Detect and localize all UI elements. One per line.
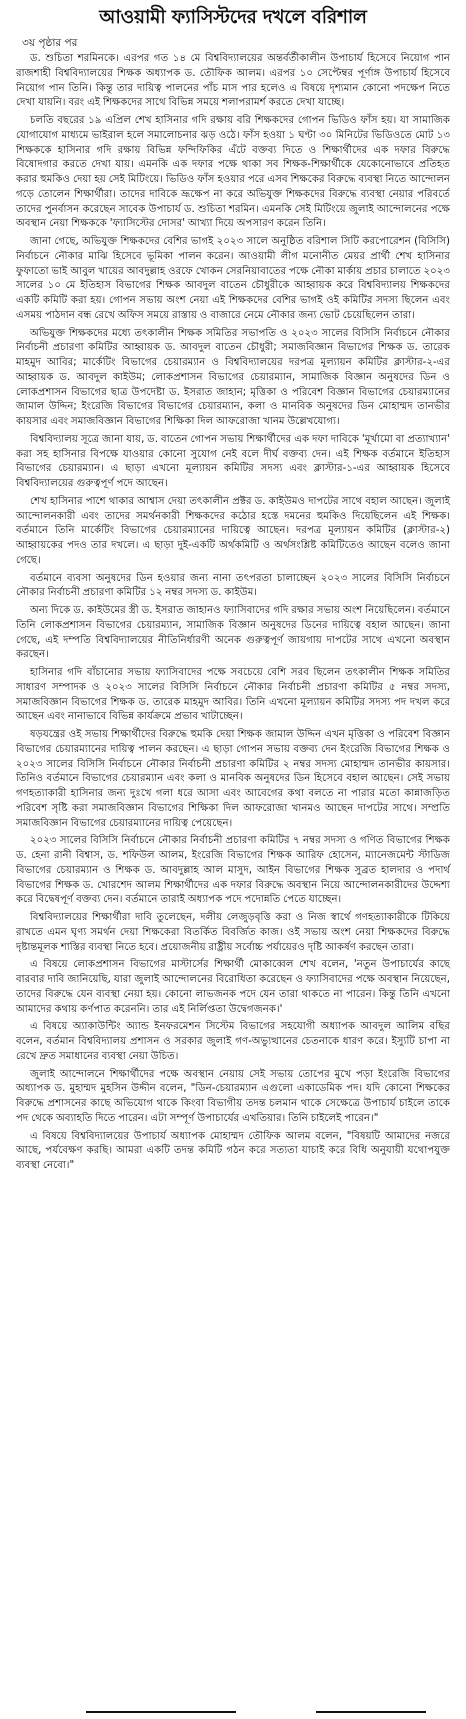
article-paragraph: এ বিষয়ে বিশ্ববিদ্যালয়ের উপাচার্য অধ্যাপক মোহাম্মদ তৌফিক আলম বলেন, "বিষয়টি আমাদের নজরে আছে, পর্যবেক্ষণ করছি। আমরা একটি তদন্ত কমিটি গঠন করে সত্যতা যাচাই করে বিধি অনুযায়ী যথোপযুক্ত ব্যবস্থা নেবো।" [16, 1130, 450, 1171]
article-paragraph: ষড়যন্ত্রের ওই সভায় শিক্ষার্থীদের বিরুদ্ধে হুমকি দেয়া শিক্ষক জামাল উদ্দিন এখন মৃত্তিকা ও পরিবেশ বিজ্ঞান বিভাগের চেয়ারম্যানের দায়িত্ব পালন করছেন। এ ছাড়া গোপন সভায় বক্তব্য দেন ইংরেজি বিভাগের শিক্ষক ও ২০২৩ সালের বিসিসি নির্বাচনে নৌকার নির্বাচনী প্রচারণা কমিটির ২ নম্বর সদস্য মোহাম্মদ তানভীর কায়সার। তিনিও বর্তমানে বিভাগের চেয়ারম্যান এবং কলা ও মানবিক অনুষদের ডিন হিসেবে বহাল আছেন। সেই সভায় গণহত্যাকারী হাসিনার জন্য দুঃখে গলা ধরে আসা এবং আবেগের কথা বলতে না পারার মতো কান্নাজড়িত পরিবেশ সৃষ্টি করা সমাজবিজ্ঞান বিভাগের শিক্ষিকা দিল আফরোজা খানমও আছেন দাপটের সাথে। সম্প্রতি সমাজবিজ্ঞান বিভাগের চেয়ারম্যানের দায়িত্ব পেয়েছেন। [16, 729, 450, 829]
cut-off-next-column-fragment [16, 1703, 450, 1717]
cut-off-text-fragment [316, 1711, 426, 1713]
article-paragraph: ২০২৩ সালের বিসিসি নির্বাচনে নৌকার নির্বাচনী প্রচারণা কমিটির ৭ নম্বর সদস্য ও গণিত বিভাগের শিক্ষক ড. হেনা রানী বিশ্বাস, ড. শফিউল আলম, ইংরেজি বিভাগের শিক্ষক আরিফ হোসেন, ম্যানেজমেন্ট স্টাডিজ বিভাগের চেয়ারম্যান ও শিক্ষক ড. আবদুল্লাহ আল মাসুদ, আইন বিভাগের শিক্ষক সুব্রত হালদার ও পদার্থ বিভাগের শিক্ষক ড. খোরশেদ আলম শিক্ষার্থীদের এক দফার বিরুদ্ধে অবস্থান নিয়ে আন্দোলনকারীদের উদ্দেশ্য করে বিদ্বেষপূর্ণ বক্তব্য দেন। বর্তমানে তারাই অধ্যাপক পদে পদোন্নতি পেতে যাচ্ছেন। [16, 835, 450, 906]
article-paragraph: এ বিষয়ে লোকপ্রশাসন বিভাগের মাস্টার্সের শিক্ষার্থী মোকাব্বেল শেখ বলেন, 'নতুন উপাচার্যের কাছে বারবার দাবি জানিয়েছি, যারা জুলাই আন্দোলনের বিরোধিতা করেছেন ও ফ্যাসিবাদের পক্ষে অবস্থান নিয়েছেন, তাদের বিরুদ্ধে যেন ব্যবস্থা নেয়া হয়। কোনো লাভজনক পদে যেন তারা থাকতে না পারেন। কিন্তু তিনি এখনো আমাদের কথায় কর্ণপাত করেননি। তার এই নির্লিপ্ততা উদ্বেগজনক।' [16, 959, 450, 1015]
cut-off-text-fragment [86, 1711, 236, 1713]
article-paragraph: ড. শুচিতা শরমিনকে। এরপর গত ১৪ মে বিশ্ববিদ্যালয়ের অন্তর্বর্তীকালীন উপাচার্য হিসেবে নিয়োগ পান রাজশাহী বিশ্ববিদ্যালয়ের শিক্ষক অধ্যাপক ড. তৌফিক আলম। এরপর ১০ সেপ্টেম্বর পূর্ণাঙ্গ উপাচার্য হিসেবে নিয়োগ পান তিনি। কিন্তু তার দায়িত্ব পালনের পাঁচ মাস পার হলেও এ বিষয়ে দৃশ্যমান কোনো পদক্ষেপ নিতে দেখা যায়নি। বরং এই শিক্ষকদের সাথে বিভিন্ন সময়ে শলাপরামর্শ করতে দেখা যাচ্ছে। [16, 53, 450, 109]
article-paragraph: শেখ হাসিনার পাশে থাকার আশ্বাস দেয়া তৎকালীন প্রক্টর ড. কাইউমও দাপটের সাথে বহাল আছেন। জুলাই আন্দোলনকারী এবং তাদের সমর্থনকারী শিক্ষকদের কঠোর হস্তে দমনের হুমকিও দিয়েছিলেন এই শিক্ষক। বর্তমানে তিনি মার্কেটিং বিভাগের চেয়ারম্যানের দায়িত্বে আছেন। দরপত্র মূল্যায়ন কমিটির (ক্লাস্টার-২) আহ্বায়কের পদও তার দখলে। এ ছাড়া দুই-একটি অর্থকমিটি ও অর্থসংশ্লিষ্ট কমিটিতেও আছেন বলেও জানা গেছে। [16, 495, 450, 566]
article-paragraph: চলতি বছরের ১৯ এপ্রিল শেখ হাসিনার গদি রক্ষায় বরি শিক্ষকদের গোপন ভিডিও ফাঁস হয়। যা সামাজিক যোগাযোগ মাধ্যমে ভাইরাল হলে সমালোচনার ঝড় ওঠে। ফাঁস হওয়া ১ ঘণ্টা ৩০ মিনিটের ভিডিওতে মোট ১৩ শিক্ষককে হাসিনার গদি রক্ষায় বিভিন্ন ফন্দিফিকির এঁটে বক্তব্য দিতে ও শিক্ষার্থীদের এক দফার বিরুদ্ধে বিষোদগার করতে দেখা যায়। এমনকি এক দফার পক্ষে থাকা সব শিক্ষক-শিক্ষার্থীকে যেকোনোভাবে প্রতিহত করার হুমকিও দেয়া হয় সেই মিটিংয়ে। ভিডিও ফাঁস হওয়ার পরে এসব শিক্ষকের বিরুদ্ধে ব্যবস্থা নিতে আন্দোলন গড়ে তোলেন শিক্ষার্থীরা। তাদের দাবিকে ভ্রূক্ষেপ না করে অভিযুক্ত শিক্ষকদের বিরুদ্ধে ব্যবস্থা নেয়ার পরিবর্তে তাদের পুনর্বাসন করেছেন সাবেক উপাচার্য ড. শুচিতা শরমিন। এমনকি সেই মিটিংয়ে জুলাই আন্দোলনের পক্ষে অবস্থান নেয়া শিক্ষককে 'ফ্যাসিস্টের দোসর' আখ্যা দিয়ে অপসারণ করেন তিনি। [16, 115, 450, 230]
article-paragraph: বর্তমানে ব্যবসা অনুষদের ডিন হওয়ার জন্য নানা তৎপরতা চালাচ্ছেন ২০২৩ সালের বিসিসি নির্বাচনে নৌকার নির্বাচনী প্রচারণা কমিটির ১২ নম্বর সদস্য ড. কাইউম। [16, 572, 450, 599]
continued-from-label: ৩য় পৃষ্ঠার পর [22, 37, 78, 49]
article-paragraph: জুলাই আন্দোলনে শিক্ষার্থীদের পক্ষে অবস্থান নেয়ায় সেই সভায় তোপের মুখে পড়া ইংরেজি বিভাগের অধ্যাপক ড. মুহাম্মদ মুহসিন উদ্দীন বলেন, "ডিন-চেয়ারম্যান এগুলো একাডেমিক পদ। যদি কোনো শিক্ষকের বিরুদ্ধে প্রশাসনের কাছে অভিযোগ থাকে কিংবা বিভাগীয় তদন্ত চলমান থাকে সেক্ষেত্রে উপাচার্য চাইলে তাকে পদ থেকে অব্যাহতি দিতে পারেন। এটা সম্পূর্ণ উপাচার্যের এখতিয়ার। তিনি চাইলেই পারেন।" [16, 1068, 450, 1124]
article-paragraph: অন্য দিকে ড. কাইউমের স্ত্রী ড. ইসরাত জাহানও ফ্যাসিবাদের গদি রক্ষার সভায় অংশ নিয়েছিলেন। বর্তমানে তিনি লোকপ্রশাসন বিভাগের চেয়ারম্যান, সামাজিক বিজ্ঞান অনুষদের ডিনের দায়িত্বে বহাল আছেন। জানা গেছে, এই দম্পতি বিশ্ববিদ্যালয়ের নীতিনির্ধারণী অনেক গুরুত্বপূর্ণ জায়গায় দাপটের সাথে এখনো অবস্থান করছেন। [16, 605, 450, 661]
article-paragraph: জানা গেছে, অভিযুক্ত শিক্ষকদের বেশির ভাগই ২০২৩ সালে অনুষ্ঠিত বরিশাল সিটি করপোরেশন (বিসিসি) নির্বাচনে নৌকার মাঝি হিসেবে ভূমিকা পালন করেন। আওয়ামী লীগ মনোনীত মেয়র প্রার্থী শেখ হাসিনার ফুফাতো ভাই আবুল খায়ের আবদুল্লাহ ওরফে খোকন সেরনিয়াবাতের পক্ষে নৌকা মার্কায় প্রচার চালাতে ২০২৩ সালের ১০ মে ইতিহাস বিভাগের শিক্ষক আবদুল বাতেন চৌধুরীকে আহ্বায়ক করে বিশ্ববিদ্যালয় শিক্ষকদের একটি কমিটি করা হয়। গোপন সভায় অংশ নেয়া এই শিক্ষকদের বেশির ভাগই ওই কমিটির সদস্য ছিলেন এবং এসময় পাঠদান বন্ধ রেখে অফিস সময়ে রাস্তায় ও বাজারে নেমে নৌকার জন্য ভোট চেয়েছিলেন তারা। [16, 236, 450, 321]
article-paragraph: হাসিনার গদি বাঁচানোর সভায় ফ্যাসিবাদের পক্ষে সবচেয়ে বেশি সরব ছিলেন তৎকালীন শিক্ষক সমিতির সাধারণ সম্পাদক ও ২০২৩ সালের বিসিসি নির্বাচনে নৌকার নির্বাচনী প্রচারণা কমিটির ৫ নম্বর সদস্য, সমাজবিজ্ঞান বিভাগের শিক্ষক ড. তারেক মাহমুদ আবির। তিনি এখনো মূল্যায়ন কমিটির সদস্য পদ দখল করে আছেন এবং নানাভাবে বিভিন্ন কার্যক্রমে প্রভাব খাটাচ্ছেন। [16, 667, 450, 723]
article-paragraph: অভিযুক্ত শিক্ষকদের মধ্যে তৎকালীন শিক্ষক সমিতির সভাপতি ও ২০২৩ সালের বিসিসি নির্বাচনে নৌকার নির্বাচনী প্রচারণা কমিটির আহ্বায়ক ড. আবদুল বাতেন চৌধুরী; সমাজবিজ্ঞান বিভাগের শিক্ষক ড. তারেক মাহমুদ আবির; মার্কেটিং বিভাগের চেয়ারম্যান ও বিশ্ববিদ্যালয়ের দরপত্র মূল্যায়ন কমিটির ক্লাস্টার-২-এর আহ্বায়ক ড. আবদুল কাইউম; লোকপ্রশাসন বিভাগের চেয়ারম্যান, সামাজিক বিজ্ঞান অনুষদের ডিন ও লোকপ্রশাসন বিভাগের ছাত্র উপদেষ্টা ড. ইসরাত জাহান; মৃত্তিকা ও পরিবেশ বিজ্ঞান বিভাগের চেয়ারম্যানের জামাল উদ্দিন; ইংরেজি বিভাগের বিভাগের চেয়ারম্যান, কলা ও মানবিক অনুষদের ডিন মোহাম্মদ তানভীর কায়সার এবং সমাজবিজ্ঞান বিভাগের শিক্ষিকা দিল আফরোজা খানম উল্লেখযোগ্য। [16, 327, 450, 427]
article-paragraph: বিশ্ববিদ্যালয়ের শিক্ষার্থীরা দাবি তুলেছেন, দলীয় লেজুড়বৃত্তি করা ও নিজ স্বার্থে গণহত্যাকারীকে টিকিয়ে রাখতে এমন ঘৃণ্য সমর্থন দেয়া শিক্ষকেরা বিতর্কিত বিবর্জিত কাজ। ওই সভায় অংশ নেয়া শিক্ষকদের বিরুদ্ধে দৃষ্টান্তমূলক শাস্তির ব্যবস্থা নিতে হবে। প্রয়োজনীয় রাষ্ট্রীয় সর্বোচ্চ পর্যায়েরও দৃষ্টি আকর্ষণ করছেন তারা। [16, 912, 450, 953]
article-paragraph: বিশ্ববিদ্যালয় সূত্রে জানা যায়, ড. বাতেন গোপন সভায় শিক্ষার্থীদের এক দফা দাবিকে 'মূর্খামো বা প্রত্যাখ্যান' করা সহ হাসিনার বিপক্ষে যাওয়ার কোনো সুযোগ নেই বলে দীর্ঘ বক্তব্য দেন। এই শিক্ষক বর্তমানে ইতিহাস বিভাগের চেয়ারম্যান। এ ছাড়া এখনো মূল্যায়ন কমিটির সদস্য এবং ক্লাস্টার-১-এর আহ্বায়ক হিসেবে বিশ্ববিদ্যালয়ের গুরুত্বপূর্ণ পদে আছেন। [16, 433, 450, 489]
article-paragraph: এ বিষয়ে অ্যাকাউন্টিং অ্যান্ড ইনফরমেশন সিস্টেম বিভাগের সহযোগী অধ্যাপক আবদুল আলিম বছির বলেন, বর্তমান বিশ্ববিদ্যালয় প্রশাসন ও সরকার জুলাই গণ-অভ্যুত্থানের চেতনাকে ধারণ করে। ইস্যুটি চাপা না রেখে দ্রুত সমাধানের ব্যবস্থা নেয়া উচিত। [16, 1021, 450, 1062]
article-headline: আওয়ামী ফ্যাসিস্টদের দখলে বরিশাল [99, 7, 367, 28]
